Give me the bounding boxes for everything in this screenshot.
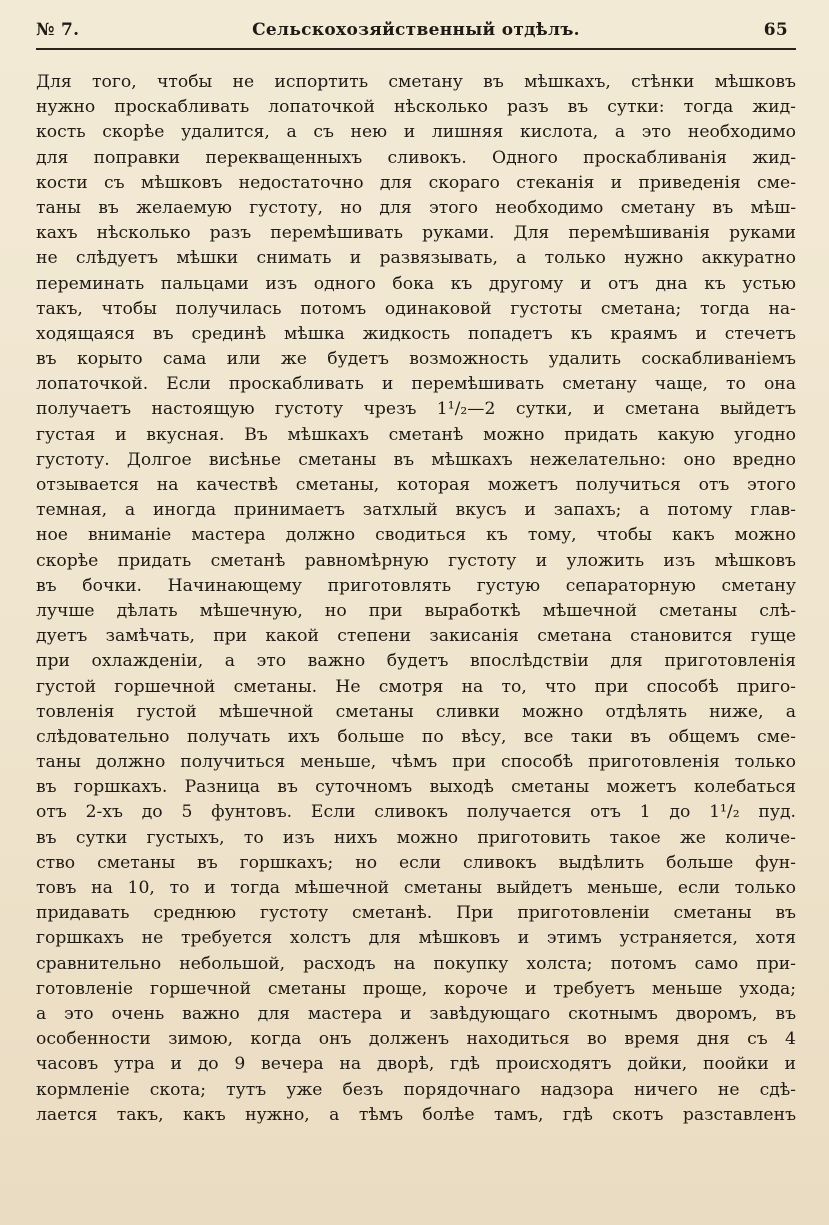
text-line: въ сутки густыхъ, то изъ нихъ можно приготовить такое же количе- [36, 827, 796, 848]
text-line: Для того, чтобы не испортить сметану въ мѣшкахъ, стѣнки мѣшковъ [36, 72, 796, 92]
text-line: ходящаяся въ срединѣ мѣшка жидкость попадетъ къ краямъ и стечетъ [36, 323, 796, 344]
text-line: кости съ мѣшковъ недостаточно для скораго стеканія и приведенія сме- [36, 172, 796, 193]
text-line: придавать среднюю густоту сметанѣ. При приготовленіи сметаны въ [36, 903, 796, 924]
page-number: 65 [763, 20, 788, 40]
text-line: получаетъ настоящую густоту чрезъ 1¹/₂—2 сутки, и сметана выйдетъ [36, 399, 796, 420]
text-line: таны въ желаемую густоту, но для этого необходимо сметану въ мѣш- [36, 197, 796, 218]
text-line: отзывается на качествѣ сметаны, которая можетъ получиться отъ этого [36, 475, 796, 495]
text-line: горшкахъ не требуется холстъ для мѣшковъ и этимъ устраняется, хотя [36, 928, 796, 949]
text-line: особенности зимою, когда онъ долженъ находиться во время дня съ 4 [36, 1029, 796, 1050]
text-line: ство сметаны въ горшкахъ; но если сливокъ выдѣлить больше фун- [36, 852, 796, 873]
text-line: лается такъ, какъ нужно, а тѣмъ болѣе тамъ, гдѣ скотъ разставленъ [36, 1104, 796, 1125]
text-line: лопаточкой. Если проскабливать и перемѣшивать сметану чаще, то она [36, 374, 796, 395]
issue-number: № 7. [36, 20, 80, 40]
text-line: переминать пальцами изъ одного бока къ другому и отъ дна къ устью [36, 273, 796, 294]
text-line: густоту. Долгое висѣнье сметаны въ мѣшкахъ нежелательно: оно вредно [36, 449, 796, 470]
text-line: кость скорѣе удалится, а съ нею и лишняя кислота, а это необходимо [36, 122, 796, 143]
page-header [36, 18, 796, 50]
text-line: не слѣдуетъ мѣшки снимать и развязывать, а только нужно аккуратно [36, 248, 796, 269]
text-line: кормленіе скота; тутъ уже безъ порядочнаго надзора ничего не сдѣ- [36, 1079, 796, 1100]
text-line: при охлажденіи, а это важно будетъ впослѣдствіи для приготовленія [36, 651, 796, 672]
text-line: въ корыто сама или же будетъ возможность удалить соскабливаніемъ [36, 349, 796, 370]
text-line: такъ, чтобы получилась потомъ одинаковой густоты сметана; тогда на- [36, 298, 796, 319]
text-line: отъ 2-хъ до 5 фунтовъ. Если сливокъ получается отъ 1 до 1¹/₂ пуд. [36, 802, 796, 823]
text-line: для поправки перекващенныхъ сливокъ. Одного проскабливанія жид- [36, 147, 796, 168]
text-line: часовъ утра и до 9 вечера на дворѣ, гдѣ происходятъ дойки, поойки и [36, 1054, 796, 1075]
text-line: ное вниманіе мастера должно сводиться къ тому, чтобы какъ можно [36, 525, 796, 546]
text-line: товъ на 10, то и тогда мѣшечной сметаны выйдетъ меньше, если только [36, 878, 796, 898]
text-line: скорѣе придать сметанѣ равномѣрную густоту и уложить изъ мѣшковъ [36, 550, 796, 571]
text-line: нужно проскабливать лопаточкой нѣсколько разъ въ сутки: тогда жид- [36, 97, 796, 118]
text-line: товленія густой мѣшечной сметаны сливки можно отдѣлять ниже, а [36, 701, 796, 722]
text-line: въ горшкахъ. Разница въ суточномъ выходѣ сметаны можетъ колебаться [36, 777, 796, 798]
text-line: таны должно получиться меньше, чѣмъ при способѣ приготовленія только [36, 752, 796, 773]
text-line: сравнительно небольшой, расходъ на покупку холста; потомъ само при- [36, 953, 796, 974]
text-line: густая и вкусная. Въ мѣшкахъ сметанѣ можно придать какую угодно [36, 424, 796, 445]
section-title: Сельскохозяйственный отдѣлъ. [252, 20, 580, 40]
text-line: кахъ нѣсколько разъ перемѣшивать руками. Для перемѣшиванія руками [36, 223, 796, 244]
text-line: лучше дѣлать мѣшечную, но при выработкѣ мѣшечной сметаны слѣ- [36, 600, 796, 621]
text-line: а это очень важно для мастера и завѣдующаго скотнымъ дворомъ, въ [36, 1003, 796, 1024]
text-line: слѣдовательно получать ихъ больше по вѣсу, все таки въ общемъ сме- [36, 726, 796, 747]
text-line: густой горшечной сметаны. Не смотря на то, что при способѣ приго- [36, 676, 796, 697]
text-line: въ бочки. Начинающему приготовлять густую сепараторную сметану [36, 575, 796, 596]
text-line: дуетъ замѣчать, при какой степени закисанія сметана становится гуще [36, 626, 796, 647]
body-text [36, 70, 796, 1128]
show-through-texture [36, 1154, 796, 1176]
text-line: готовленіе горшечной сметаны проще, короче и требуетъ меньше ухода; [36, 978, 796, 999]
text-line: темная, а иногда принимаетъ затхлый вкусъ и запахъ; а потому глав- [36, 500, 796, 521]
